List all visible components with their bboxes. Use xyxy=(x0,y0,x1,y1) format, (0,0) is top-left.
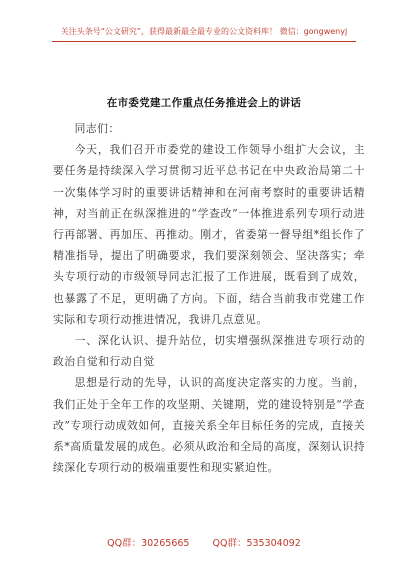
header-divider xyxy=(52,41,356,42)
salutation: 同志们： xyxy=(74,122,120,135)
footer-contact xyxy=(0,535,408,549)
footer-qq-group-1: QQ群：30265665 xyxy=(107,538,190,549)
footer-qq-group-2: QQ群：535304092 xyxy=(212,538,301,549)
paragraph-section-1: 思想是行动的先导，认识的高度决定落实的力度。当前，我们正处于全年工作的攻坚期、关键期，党的建设特别是“学查改”专项行动成效如何，直接关系全年目标任务的完成，直接关系*高质量发展的成色。必须从政治和全局的高度，深刻认识持续深化专项行动的极端重要性和现实紧迫性。 xyxy=(53,376,365,475)
header-promo-text: 关注头条号“公文研究”，获得最新最全最专业的公文资料库！ 微信：gongwenyj xyxy=(60,27,348,36)
paragraph-intro: 今天，我们召开市委党的建设工作领导小组扩大会议，主要任务是持续深入学习贯彻习近平总书记在中央政治局第二十一次集体学习时的重要讲话精神和在河南考察时的重要讲话精神，对当前正在纵深推进的“学查改”一体推进系列专项行动进行再部署、再加压、再推动。刚才，省委第一督导组*组长作了精准指导，提出了明确要求，我们要深刻领会、坚决落实；牵头专项行动的市级领导同志汇报了工作进展，既看到了成效，也暴露了不足，更明确了方向。下面，结合当前我市党建工作实际和专项行动推进情况，我讲几点意见。 xyxy=(53,143,365,326)
section-heading-1: 一、深化认识、提升站位，切实增强纵深推进专项行动的政治自觉和行动自觉 xyxy=(53,334,365,369)
document-title: 在市委党建工作重点任务推进会上的讲话 xyxy=(106,97,302,109)
document-body xyxy=(53,118,365,478)
